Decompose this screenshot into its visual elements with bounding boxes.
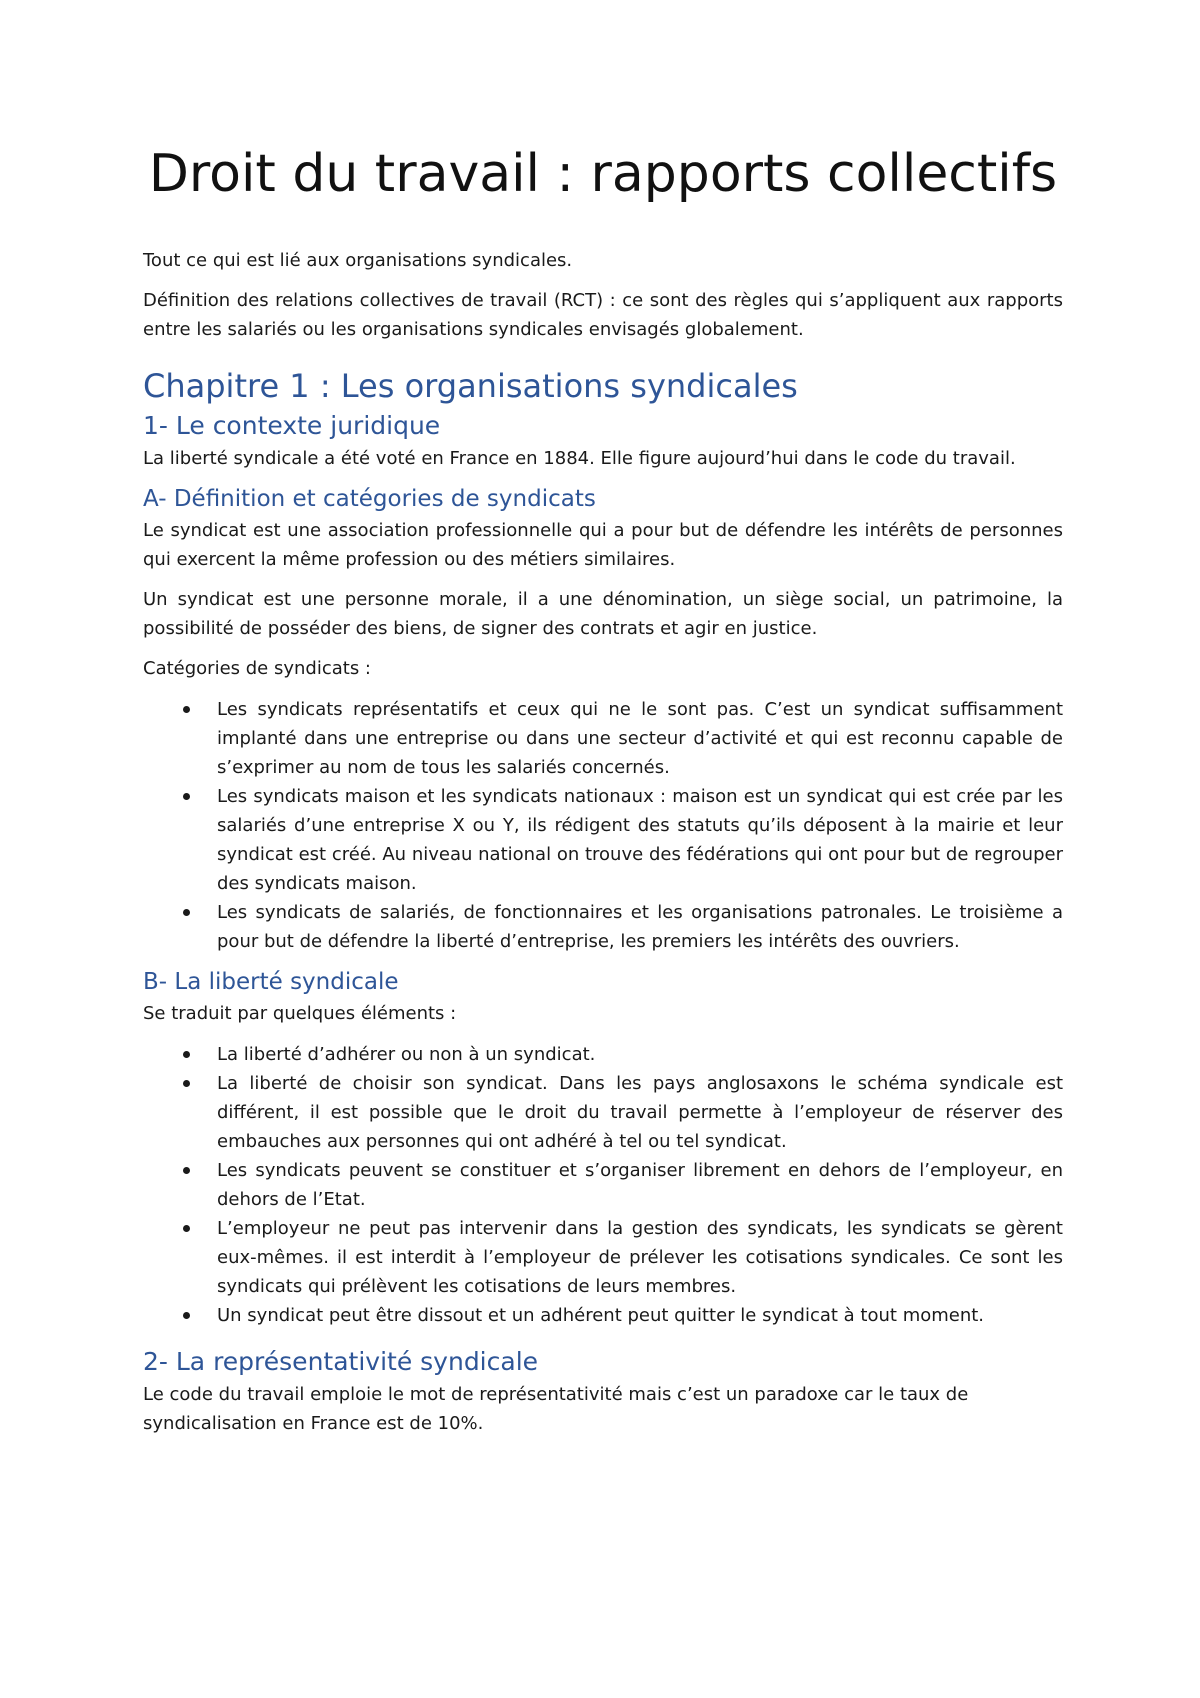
subsection-paragraph: Se traduit par quelques éléments : — [143, 1003, 457, 1024]
list-item — [143, 782, 1063, 898]
document-page — [143, 140, 1063, 1438]
document-title: Droit du travail : rapports collectifs — [148, 144, 1058, 204]
list-item-text: La liberté d’adhérer ou non à un syndicat. — [217, 1044, 596, 1065]
list-item — [143, 1214, 1063, 1301]
intro-paragraph: Tout ce qui est lié aux organisations syndicales. — [143, 250, 573, 271]
list-item — [143, 1156, 1063, 1214]
list-item-text: Les syndicats peuvent se constituer et s’organiser librement en dehors de l’employeur, en dehors de l’Etat. — [217, 1160, 1063, 1210]
list-item — [143, 1301, 1063, 1330]
bullet-list — [143, 695, 1063, 956]
chapter-heading: Chapitre 1 : Les organisations syndicales — [143, 367, 798, 405]
intro-paragraph: Définition des relations collectives de travail (RCT) : ce sont des règles qui s’appliquent aux rapports entre les salariés ou les organisations syndicales envisagés globalement. — [143, 290, 1063, 340]
bullet-icon — [183, 1051, 190, 1058]
bullet-icon — [183, 706, 190, 713]
section-paragraph: La liberté syndicale a été voté en France en 1884. Elle figure aujourd’hui dans le code du travail. — [143, 448, 1016, 469]
list-item — [143, 1040, 1063, 1069]
subsection-heading: B- La liberté syndicale — [143, 969, 399, 995]
bullet-icon — [183, 1080, 190, 1087]
section-paragraph: Le code du travail emploie le mot de représentativité mais c’est un paradoxe car le taux de syndicalisation en France est de 10%. — [143, 1384, 969, 1434]
section-heading: 1- Le contexte juridique — [143, 411, 441, 440]
list-item-text: Les syndicats maison et les syndicats nationaux : maison est un syndicat qui est crée par les salariés d’une entreprise X ou Y, ils rédigent des statuts qu’ils déposent à la mairie et leur syndicat est créé. Au niveau national on trouve des fédérations qui ont pour but de regrouper des syndicats maison. — [217, 786, 1063, 894]
list-item-text: Les syndicats de salariés, de fonctionnaires et les organisations patronales. Le troisième a pour but de défendre la liberté d’entreprise, les premiers les intérêts des ouvriers. — [217, 902, 1063, 952]
list-item — [143, 1069, 1063, 1156]
bullet-icon — [183, 1225, 190, 1232]
bullet-icon — [183, 1167, 190, 1174]
list-item — [143, 695, 1063, 782]
bullet-list — [143, 1040, 1063, 1330]
bullet-icon — [183, 909, 190, 916]
list-item-text: Les syndicats représentatifs et ceux qui ne le sont pas. C’est un syndicat suffisamment implanté dans une entreprise ou dans une secteur d’activité et qui est reconnu capable de s’exprimer au nom de tous les salariés concernés. — [217, 699, 1063, 778]
subsection-paragraph: Un syndicat est une personne morale, il a une dénomination, un siège social, un patrimoine, la possibilité de posséder des biens, de signer des contrats et agir en justice. — [143, 589, 1063, 639]
subsection-paragraph: Catégories de syndicats : — [143, 658, 371, 679]
list-item-text: Un syndicat peut être dissout et un adhérent peut quitter le syndicat à tout moment. — [217, 1305, 985, 1326]
list-item-text: La liberté de choisir son syndicat. Dans les pays anglosaxons le schéma syndicale est différent, il est possible que le droit du travail permette à l’employeur de réserver des embauches aux personnes qui ont adhéré à tel ou tel syndicat. — [217, 1073, 1063, 1152]
subsection-heading: A- Définition et catégories de syndicats — [143, 486, 596, 512]
bullet-icon — [183, 1312, 190, 1319]
list-item — [143, 898, 1063, 956]
list-item-text: L’employeur ne peut pas intervenir dans la gestion des syndicats, les syndicats se gèrent eux-mêmes. il est interdit à l’employeur de prélever les cotisations syndicales. Ce sont les syndicats qui prélèvent les cotisations de leurs membres. — [217, 1218, 1063, 1297]
subsection-paragraph: Le syndicat est une association professionnelle qui a pour but de défendre les intérêts de personnes qui exercent la même profession ou des métiers similaires. — [143, 520, 1063, 570]
bullet-icon — [183, 793, 190, 800]
section-heading: 2- La représentativité syndicale — [143, 1347, 539, 1376]
